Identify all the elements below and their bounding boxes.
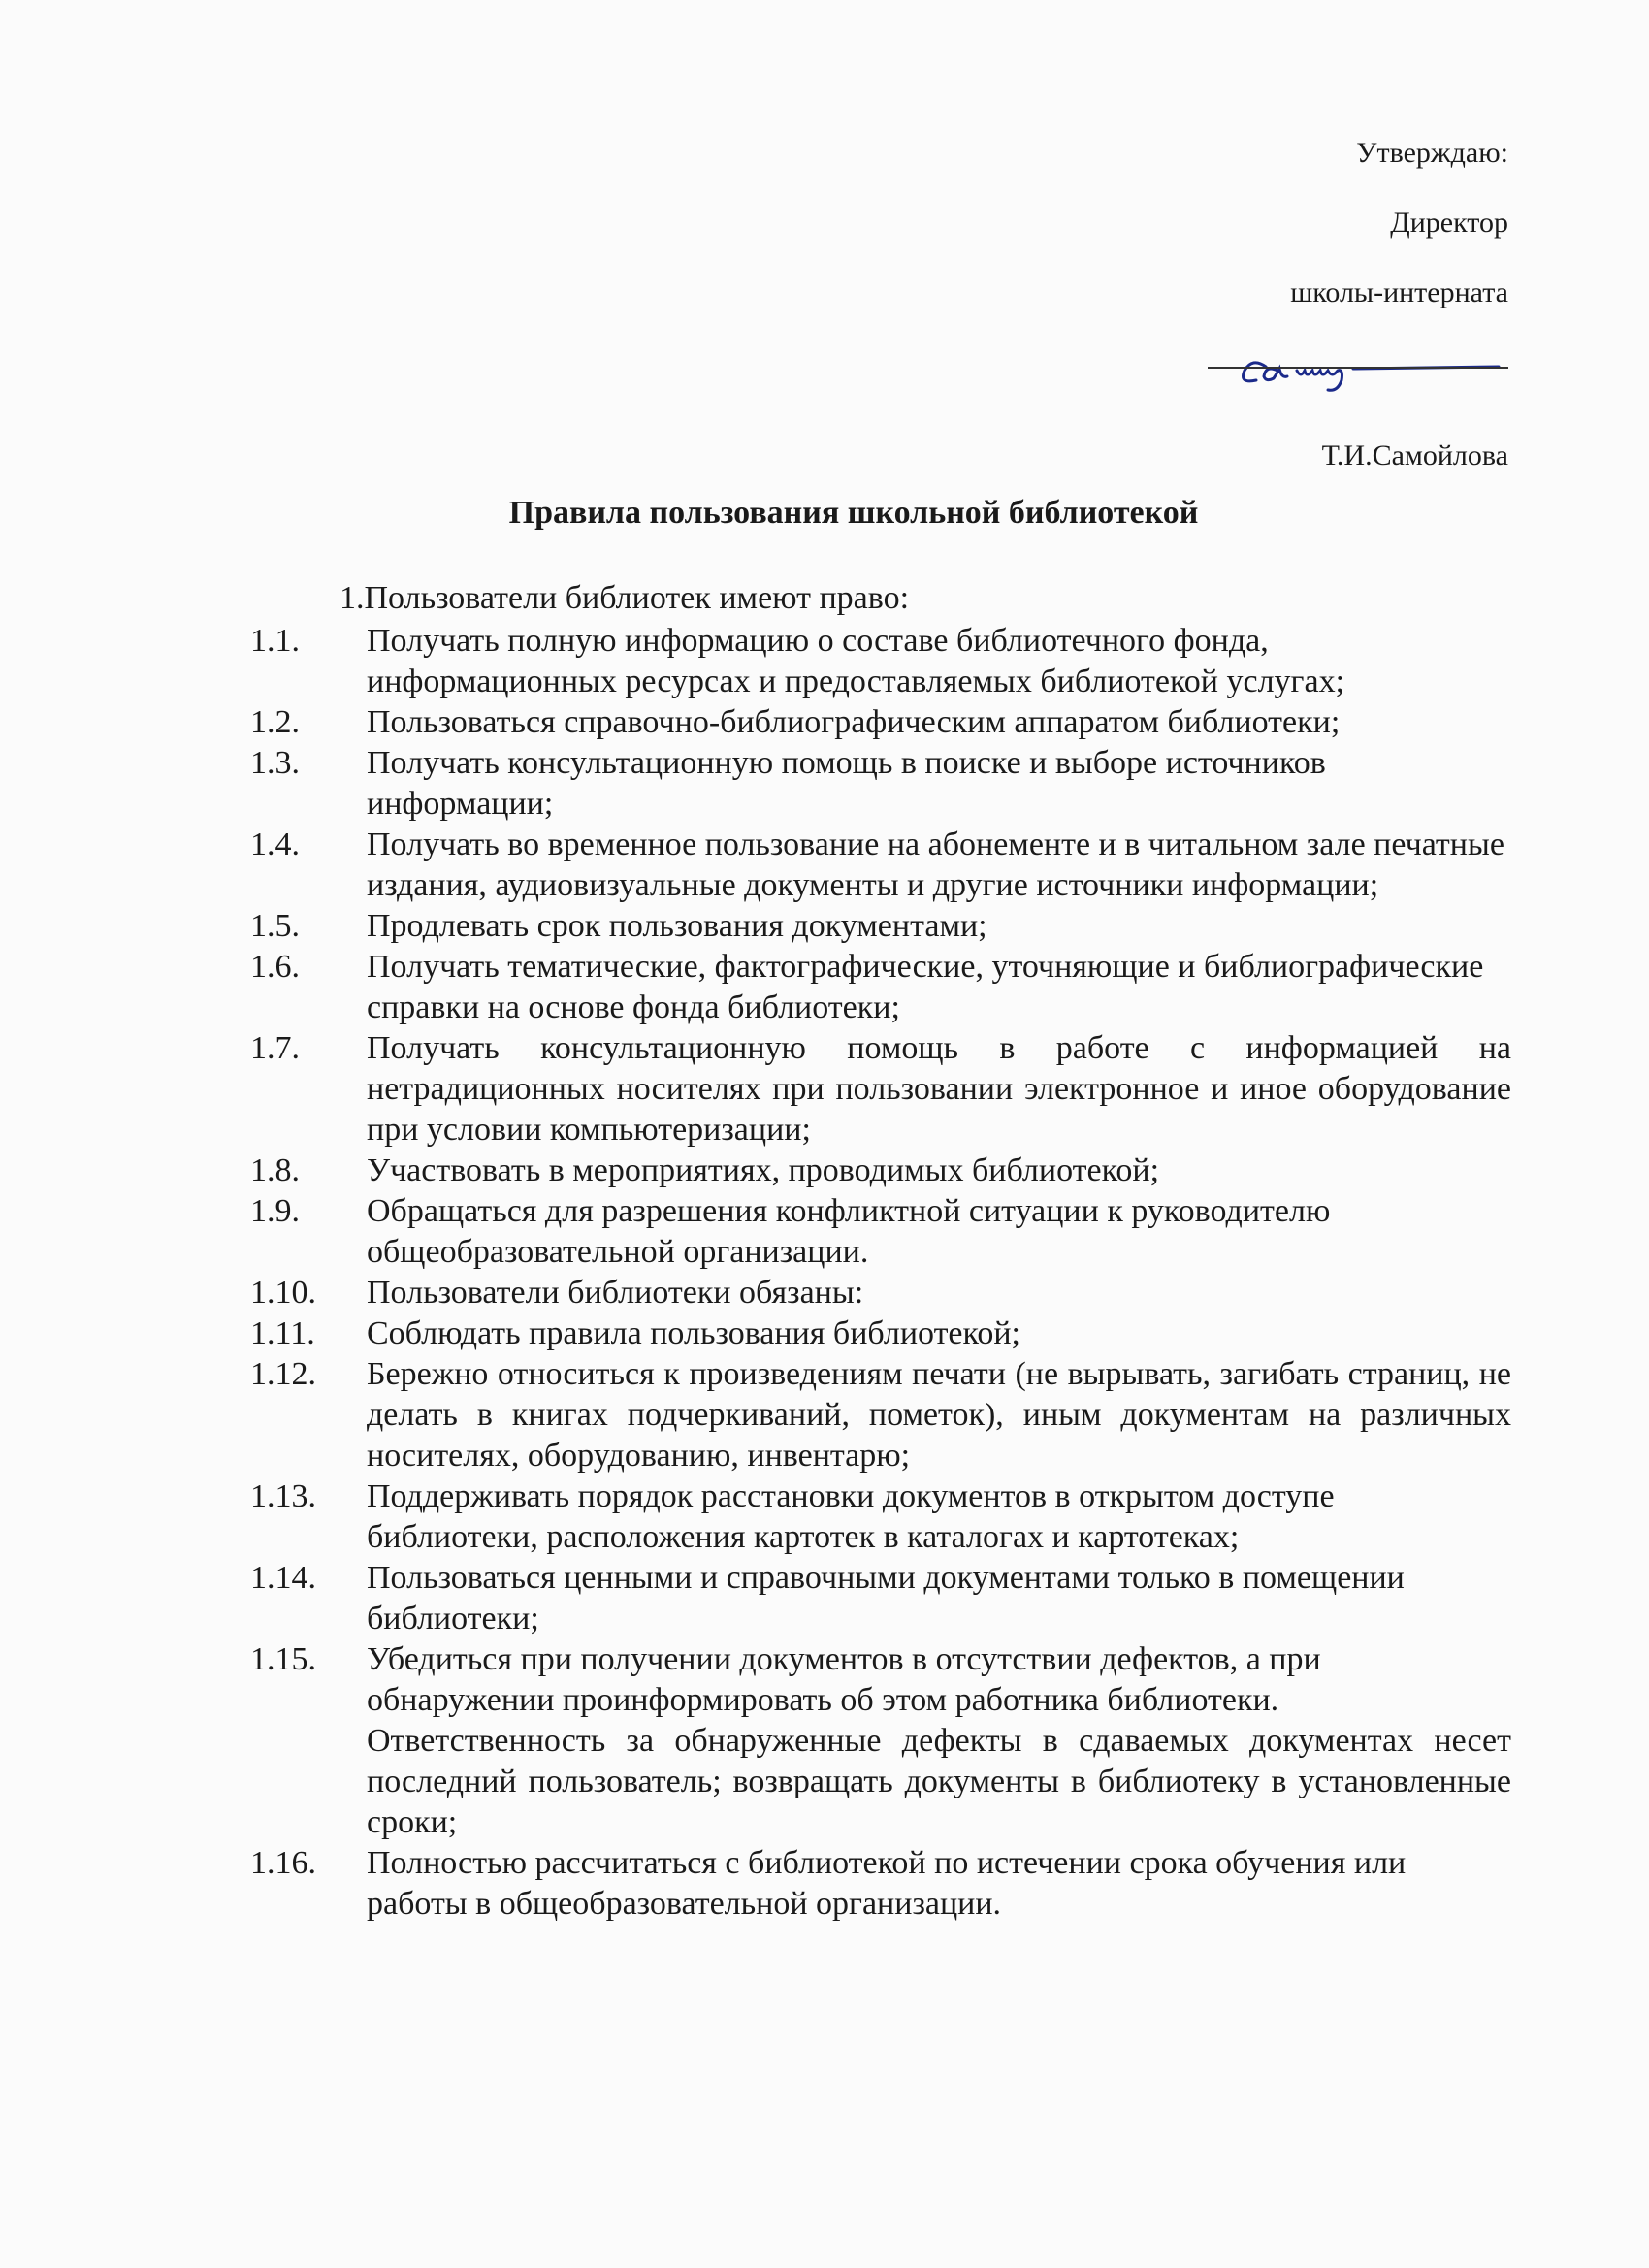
rule-item	[250, 743, 1511, 825]
director-position: Директор	[1390, 207, 1508, 239]
rule-text: Продлевать срок пользования документами;	[367, 908, 987, 944]
rule-text: Участвовать в мероприятиях, проводимых библиотекой;	[367, 1152, 1160, 1188]
rule-text: Обращаться для разрешения конфликтной ситуации к руководителю общеобразовательной организации.	[367, 1193, 1331, 1270]
rule-item	[250, 1558, 1511, 1639]
rule-item	[250, 1354, 1511, 1476]
rule-number: 1.6.	[250, 949, 300, 985]
rule-text: Поддерживать порядок расстановки документов в открытом доступе библиотеки, расположения картотек в каталогах и картотеках;	[367, 1478, 1335, 1555]
rule-number: 1.1.	[250, 623, 300, 659]
rule-text: Получать во временное пользование на абонементе и в читальном зале печатные издания, аудиовизуальные документы и другие источники информации;	[367, 826, 1504, 903]
rule-text: Получать консультационную помощь в работе с информацией на нетрадиционных носителях при пользовании электронное и иное оборудование при условии компьютеризации;	[367, 1030, 1511, 1148]
document-title: Правила пользования школьной библиотекой	[508, 495, 1199, 531]
rule-item	[250, 1191, 1511, 1273]
handwritten-signature	[1208, 328, 1508, 396]
signature-area	[1208, 345, 1508, 404]
rule-number: 1.2.	[250, 704, 300, 740]
rule-item	[250, 1313, 1511, 1354]
rule-text: Пользователи библиотеки обязаны:	[367, 1275, 864, 1311]
rules-intro: 1.Пользователи библиотек имеют право:	[340, 580, 910, 616]
rules-list	[250, 578, 1511, 1925]
rule-number: 1.8.	[250, 1152, 300, 1188]
rule-item	[250, 906, 1511, 947]
rule-item	[250, 947, 1511, 1028]
rule-item	[250, 825, 1511, 906]
rule-item	[250, 1028, 1511, 1150]
rule-number: 1.14.	[250, 1560, 316, 1596]
signature-line	[1208, 367, 1508, 369]
rule-text: Получать тематические, фактографические, уточняющие и библиографические справки на основе фонда библиотеки;	[367, 949, 1484, 1025]
rule-number: 1.4.	[250, 826, 300, 862]
rule-number: 1.7.	[250, 1030, 300, 1066]
rule-number: 1.10.	[250, 1275, 316, 1311]
approve-label: Утверждаю:	[1356, 137, 1508, 169]
rule-number: 1.15.	[250, 1641, 316, 1677]
responsibility-paragraph: Ответственность за обнаруженные дефекты в сдаваемых документах несет последний пользователь; возвращать документы в библиотеку в установленные сроки;	[367, 1723, 1511, 1840]
rule-item	[250, 1150, 1511, 1191]
rule-item	[250, 1639, 1511, 1721]
rule-text: Получать полную информацию о составе библиотечного фонда, информационных ресурсах и предоставляемых библиотекой услугах;	[367, 623, 1345, 699]
rule-text: Убедиться при получении документов в отсутствии дефектов, а при обнаружении проинформировать об этом работника библиотеки.	[367, 1641, 1321, 1718]
organization-name: школы-интерната	[1290, 276, 1508, 308]
signer-name: Т.И.Самойлова	[1321, 439, 1508, 471]
rule-number: 1.12.	[250, 1356, 316, 1392]
rule-text: Пользоваться ценными и справочными документами только в помещении библиотеки;	[367, 1560, 1405, 1636]
rule-number: 1.3.	[250, 745, 300, 781]
rule-item	[250, 1843, 1511, 1925]
rule-text: Получать консультационную помощь в поиске и выборе источников информации;	[367, 745, 1326, 822]
rule-number: 1.11.	[250, 1315, 315, 1351]
rule-item	[250, 1476, 1511, 1558]
rule-text: Соблюдать правила пользования библиотекой;	[367, 1315, 1020, 1351]
approval-block	[1208, 136, 1508, 473]
rule-number: 1.5.	[250, 908, 300, 944]
rule-number: 1.9.	[250, 1193, 300, 1229]
rule-item	[250, 1273, 1511, 1313]
rule-number: 1.13.	[250, 1478, 316, 1514]
rule-text: Бережно относиться к произведениям печати (не вырывать, загибать страниц, не делать в книгах подчеркиваний, пометок), иным документам на различных носителях, оборудованию, инвентарю;	[367, 1356, 1511, 1474]
rule-item	[250, 702, 1511, 743]
rule-text: Полностью рассчитаться с библиотекой по истечении срока обучения или работы в общеобразовательной организации.	[367, 1845, 1406, 1922]
rule-number: 1.16.	[250, 1845, 316, 1881]
rule-text: Пользоваться справочно-библиографическим аппаратом библиотеки;	[367, 704, 1341, 740]
rule-item	[250, 621, 1511, 702]
